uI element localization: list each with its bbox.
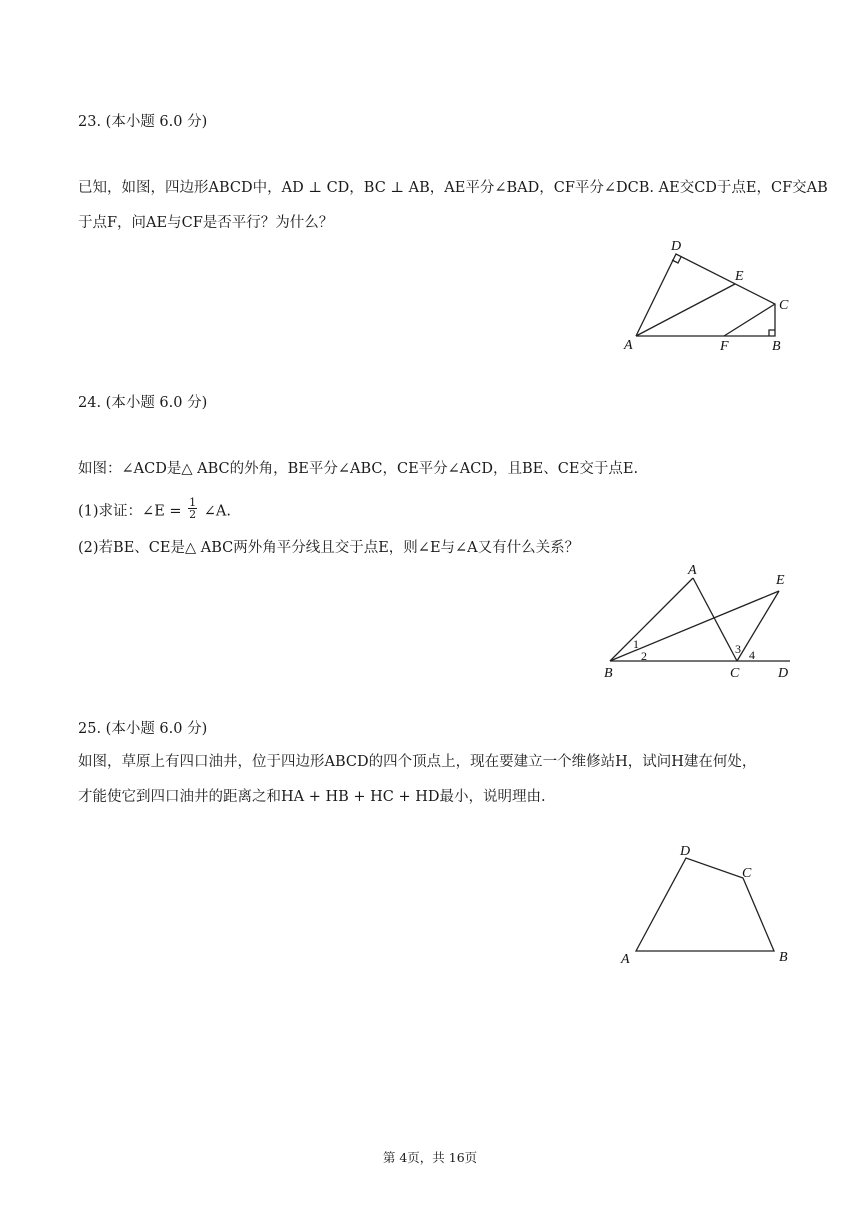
q25-label-d: D <box>680 844 691 859</box>
q24-line2-prefix: (1)求证：∠E = <box>78 503 182 520</box>
q23-label-b: B <box>772 339 781 354</box>
q23-label-a: A <box>624 338 633 353</box>
q24-angle-1: 1 <box>633 637 639 651</box>
q24-triangle-figure <box>595 560 805 685</box>
q24-angle-3: 3 <box>735 642 741 656</box>
q25-text-line1: 如图，草原上有四口油井，位于四边形ABCD的四个顶点上，现在要建立一个维修站H，试问H建在何处， <box>78 754 757 770</box>
q24-label-b: B <box>604 666 613 681</box>
q25-quad-outline <box>636 858 774 951</box>
q24-fraction-numerator: 1 <box>189 496 197 509</box>
q24-fraction-denominator: 2 <box>189 508 197 521</box>
q24-label-a: A <box>688 563 697 578</box>
q24-text-line3: (2)若BE、CE是△ ABC两外角平分线且交于点E，则∠E与∠A又有什么关系？ <box>78 540 580 556</box>
q23-label-f: F <box>720 339 729 354</box>
q23-text-line2: 于点F，问AE与CF是否平行？为什么？ <box>78 215 334 231</box>
q23-text-line1: 已知，如图，四边形ABCD中，AD ⊥ CD，BC ⊥ AB，AE平分∠BAD，CF平分∠DCB. AE交CD于点E，CF交AB <box>78 180 828 196</box>
q24-line2-suffix: ∠A. <box>203 503 231 520</box>
q24-label-e: E <box>776 573 785 588</box>
q24-angle-2: 2 <box>641 649 647 663</box>
q23-quad-outline <box>636 254 775 336</box>
q24-label-c: C <box>730 666 740 681</box>
q23-quadrilateral-figure <box>600 232 810 357</box>
q23-label-d: D <box>671 239 682 254</box>
q23-label-e: E <box>735 269 744 284</box>
q25-label-a: A <box>621 952 630 967</box>
page-footer: 第 4页，共 16页 <box>382 1150 478 1165</box>
q25-label-b: B <box>779 950 788 965</box>
q24-label-d: D <box>778 666 789 681</box>
q25-quadrilateral-figure <box>612 836 802 971</box>
q24-fraction <box>188 497 197 520</box>
q25-text-line2: 才能使它到四口油井的距离之和HA + HB + HC + HD最小，说明理由. <box>78 789 546 805</box>
q24-side-ab <box>610 578 693 661</box>
q24-angle-4: 4 <box>749 648 755 662</box>
q23-segment-ae <box>636 284 735 336</box>
q25-label-c: C <box>742 866 752 881</box>
q24-text-line2 <box>78 496 231 523</box>
q24-segment-ce <box>737 591 779 661</box>
q25-header: 25. (本小题 6.0 分) <box>78 721 208 737</box>
q24-side-ac <box>693 578 737 661</box>
q23-label-c: C <box>779 298 789 313</box>
q23-segment-cf <box>724 304 775 336</box>
q24-text-line1: 如图：∠ACD是△ ABC的外角，BE平分∠ABC，CE平分∠ACD，且BE、CE交于点E. <box>78 461 639 477</box>
q23-right-angle-b <box>769 330 775 336</box>
q23-right-angle-d <box>672 257 681 263</box>
q23-header: 23. (本小题 6.0 分) <box>78 114 208 130</box>
q24-header: 24. (本小题 6.0 分) <box>78 395 208 411</box>
